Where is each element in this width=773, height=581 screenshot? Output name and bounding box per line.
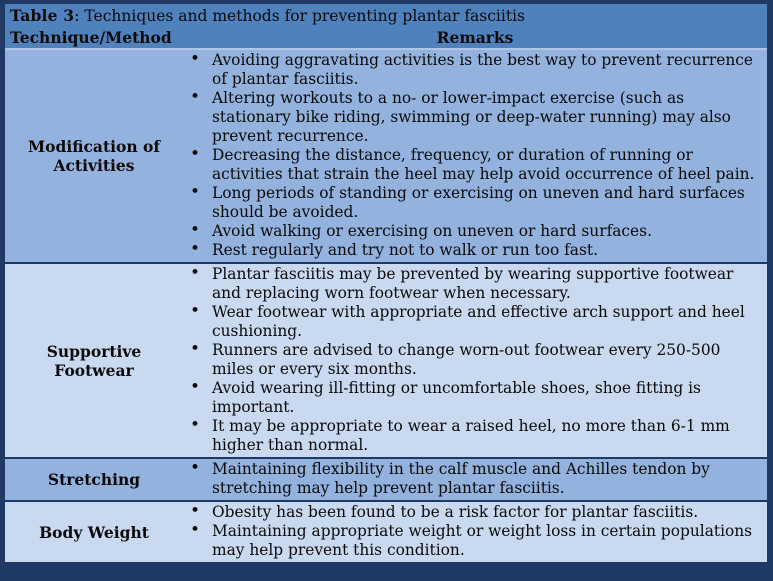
table-body bbox=[5, 50, 767, 562]
remark-item: • Long periods of standing or exercising on uneven and hard surfaces should be avoided. bbox=[183, 184, 761, 222]
technique-cell bbox=[5, 459, 183, 500]
table-header-row bbox=[5, 28, 767, 50]
remark-item: • Avoid walking or exercising on uneven or hard surfaces. bbox=[183, 222, 761, 241]
technique-label: Supportive Footwear bbox=[46, 341, 142, 380]
remark-item: • It may be appropriate to wear a raised heel, no more than 6-1 mm higher than normal. bbox=[183, 417, 761, 455]
remark-item: • Avoiding aggravating activities is the best way to prevent recurrence of plantar fasciitis. bbox=[183, 51, 761, 89]
column-header-remarks: Remarks bbox=[436, 28, 514, 47]
table-inner bbox=[5, 4, 767, 573]
remark-item: • Decreasing the distance, frequency, or duration of running or activities that strain the heel may help avoid occurrence of heel pain. bbox=[183, 146, 761, 184]
technique-label: Body Weight bbox=[39, 522, 149, 542]
technique-cell bbox=[5, 264, 183, 457]
table-row-body-weight bbox=[5, 502, 767, 562]
technique-cell bbox=[5, 502, 183, 562]
remarks-list bbox=[183, 265, 761, 455]
remark-item: • Maintaining flexibility in the calf muscle and Achilles tendon by stretching may help prevent plantar fasciitis. bbox=[183, 460, 761, 498]
remark-item: • Runners are advised to change worn-out footwear every 250-500 miles or every six months. bbox=[183, 341, 761, 379]
remarks-cell bbox=[183, 502, 767, 562]
table-title-text: : Techniques and methods for preventing plantar fasciitis bbox=[74, 7, 525, 25]
remarks-list bbox=[183, 503, 761, 560]
technique-label: Stretching bbox=[47, 470, 141, 489]
remarks-list bbox=[183, 51, 761, 260]
table-row-modification-of-activities bbox=[5, 50, 767, 264]
remark-item: • Avoid wearing ill-fitting or uncomfortable shoes, shoe fitting is important. bbox=[183, 379, 761, 417]
remark-item: • Maintaining appropriate weight or weight loss in certain populations may help prevent this condition. bbox=[183, 522, 761, 560]
remarks-cell bbox=[183, 264, 767, 457]
remarks-list bbox=[183, 460, 761, 498]
remarks-cell bbox=[183, 50, 767, 262]
table-title-label: Table 3 bbox=[10, 6, 75, 25]
table-title bbox=[5, 4, 767, 28]
remark-item: • Obesity has been found to be a risk factor for plantar fasciitis. bbox=[183, 503, 761, 522]
technique-cell bbox=[5, 50, 183, 262]
remark-item: • Rest regularly and try not to walk or run too fast. bbox=[183, 241, 761, 260]
table-row-stretching bbox=[5, 459, 767, 502]
remarks-cell bbox=[183, 459, 767, 500]
remark-item: • Plantar fasciitis may be prevented by wearing supportive footwear and replacing worn footwear when necessary. bbox=[183, 265, 761, 303]
table-row-supportive-footwear bbox=[5, 264, 767, 459]
technique-label: Modification of Activities bbox=[27, 137, 161, 175]
remark-item: • Wear footwear with appropriate and effective arch support and heel cushioning. bbox=[183, 303, 761, 341]
column-header-technique-method: Technique/Method bbox=[10, 28, 172, 47]
remark-item: • Altering workouts to a no- or lower-impact exercise (such as stationary bike riding, swimming or deep-water running) may also prevent recurrence. bbox=[183, 89, 761, 146]
